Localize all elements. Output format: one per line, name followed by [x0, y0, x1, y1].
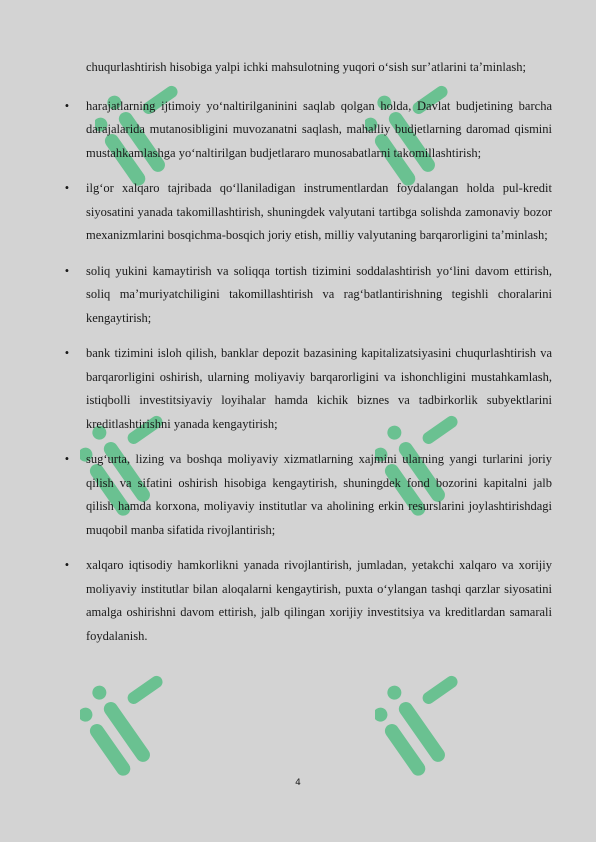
- list-item-text: ilg‘or xalqaro tajribada qo‘llaniladigan instrumentlardan foydalangan holda pul-kredit siyosatini yanada takomillashtirish, shuningdek valyutani tartibga solishda zamonaviy bozor mexanizmlarini bosqichma-bosqich joriy etish, milliy valyutaning barqarorligini ta’minlash;: [86, 181, 552, 242]
- list-item: [62, 342, 552, 436]
- list-item: [62, 177, 552, 248]
- bullet-icon: •: [64, 263, 70, 278]
- list-item: [62, 260, 552, 331]
- list-item-text: soliq yukini kamaytirish va soliqqa tortish tizimini soddalashtirish yo‘lini davom ettirish, soliq ma’muriyatchiligini takomillashtirish va rag‘batlantirishning tegishli choralarini kengaytirish;: [86, 263, 552, 325]
- list-item-text: harajatlarning ijtimoiy yo‘naltirilganinini saqlab qolgan holda, Davlat budjetining barcha darajalarida mutanosibligini muvozanatni saqlash, mahalliy budjetlarning daromad qismini mustahkamlashga yo‘naltirilgan budjetlararo munosabatlarni takomillashtirish;: [86, 98, 552, 160]
- bullet-icon: •: [64, 181, 70, 195]
- list-item-text: sug‘urta, lizing va boshqa moliyaviy xizmatlarning xajmini ularning yangi turlarini joriy qilish va sifatini oshirish hisobiga kengaytirish, shuningdek fond bozorini kapitalni jalb qilish hamda korxona, moliyaviy institutlar va aholining erkin resurslarini joylashtirishdagi muqobil manba sifatida rivojlantirish;: [86, 452, 552, 537]
- list-item: [62, 95, 552, 166]
- bullet-icon: •: [64, 452, 70, 466]
- page-number: 4: [295, 778, 301, 788]
- continuation-paragraph: chuqurlashtirish hisobiga yalpi ichki mahsulotning yuqori o‘sish sur’atlarini ta’minlash;: [86, 60, 526, 74]
- bullet-icon: •: [64, 346, 70, 360]
- list-item-text: bank tizimini isloh qilish, banklar depozit bazasining kapitalizatsiyasini chuqurlashtirish va barqarorligini oshirish, ularning moliyaviy barqarorligini va ishonchligini mustahkamlash, istiqbolli investitsiyaviy loyihalar hamda kichik biznes va tadbirkorlik subyektlarini kreditlashtirishni yanada kengaytirish;: [86, 346, 552, 431]
- list-item-text: xalqaro iqtisodiy hamkorlikni yanada rivojlantirish, jumladan, yetakchi xalqaro va xorijiy moliyaviy institutlar bilan aloqalarni kengaytirish, puxta o‘ylangan tashqi qarzlar siyosatini amalga oshirishni davom ettirish, jalb qilingan xorijiy investitsiya va kreditlardan samarali foydalanish.: [86, 558, 552, 643]
- document-body: [62, 56, 552, 660]
- bullet-icon: •: [64, 558, 70, 572]
- bullet-icon: •: [64, 98, 70, 113]
- list-item: [62, 554, 552, 648]
- list-item: [62, 448, 552, 542]
